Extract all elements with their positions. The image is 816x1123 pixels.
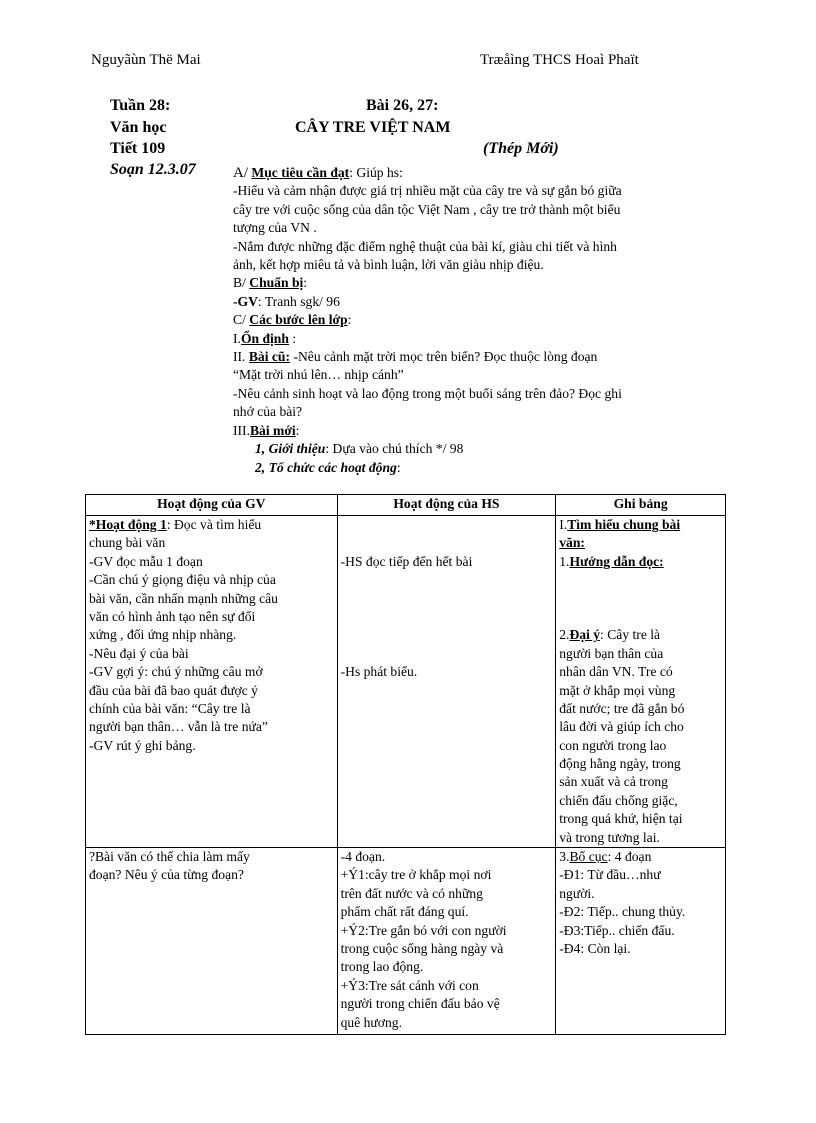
- step1-label: 1, Giới thiệu: [255, 441, 326, 457]
- gv-line: -GV rút ý ghi bảng.: [89, 737, 196, 753]
- activity-1-title: [89, 516, 334, 534]
- hs-line: [341, 516, 553, 534]
- prep-line: [233, 293, 713, 311]
- section-iii-label: III.: [233, 422, 250, 438]
- gv-line: đầu của bài đã bao quát được ý: [89, 682, 258, 698]
- section-i-heading: Ổn định: [240, 330, 289, 346]
- board-spacer: [559, 608, 722, 626]
- section-b-heading: Chuẩn bị: [249, 275, 304, 291]
- board-2-heading: Đại ý: [569, 627, 601, 643]
- step1-text: : Dựa vào chú thích */ 98: [325, 441, 464, 457]
- hs-cell: [337, 516, 556, 848]
- section-a-suffix: : Giúp hs:: [349, 165, 403, 180]
- board-section-1: [559, 553, 722, 571]
- hs-line: trong cuộc sống hàng ngày và: [340, 940, 504, 956]
- board-line: -Đ1: Từ đầu…như: [559, 867, 661, 883]
- step2-label: 2, Tổ chức các hoạt động: [255, 459, 397, 475]
- hs-line: +Ý1:cây tre ở khắp mọi nơi: [340, 867, 492, 883]
- board-line: chiến đấu chống giặc,: [559, 792, 678, 808]
- review-line: “Mặt trời nhú lên… nhịp cánh”: [233, 367, 404, 383]
- board-section-i: [559, 516, 722, 534]
- hs-line: phẩm chất rất đáng quí.: [340, 904, 469, 920]
- section-c-suffix: :: [347, 312, 352, 328]
- date-label: Soạn 12.3.07: [110, 161, 196, 178]
- objective-heading: [233, 164, 713, 182]
- board-2-label: 2.: [559, 627, 570, 643]
- gv-line: xứng , đối ứng nhịp nhàng.: [89, 627, 237, 643]
- hs-line: quê hương.: [340, 1014, 402, 1030]
- section-i-suffix: :: [292, 330, 297, 346]
- board-1-label: 1.: [559, 553, 570, 569]
- objective-line: -Hiểu và cảm nhận được giá trị nhiều mặt của cây tre và sự gắn bó giữa: [233, 183, 622, 199]
- board-line: sản xuất và cả trong: [559, 774, 668, 790]
- section-iii-heading: Bài mới: [249, 422, 296, 438]
- board-line: người.: [559, 885, 595, 901]
- board-3-suffix: : 4 đoạn: [607, 849, 652, 865]
- board-spacer: [559, 571, 722, 589]
- prep-gv-text: : Tranh sgk/ 96: [257, 293, 340, 309]
- hs-line: +Ý3:Tre sát cánh với con: [340, 977, 479, 993]
- table-row: [86, 516, 726, 848]
- activity-1-suffix: : Đọc và tìm hiểu: [166, 517, 262, 532]
- activity-table: [85, 494, 726, 1035]
- section-a-heading: Mục tiêu cần đạt: [251, 165, 350, 180]
- board-i-label: I.: [559, 517, 568, 532]
- section-ii-label: II.: [233, 349, 246, 365]
- objective-line: tượng của VN .: [233, 220, 317, 236]
- board-i-heading: Tìm hiểu chung bài: [567, 517, 681, 532]
- hs-line: [341, 626, 553, 644]
- hs-line: [341, 571, 553, 589]
- board-line: con người trong lao: [559, 737, 667, 753]
- gv-line: văn có hình ảnh tạo nên sự đối: [89, 608, 256, 624]
- board-2-suffix: : Cây tre là: [600, 627, 661, 643]
- hs-line: người trong chiến đấu bảo vệ: [340, 996, 500, 1012]
- subject-label: Văn học: [110, 119, 167, 136]
- objective-line: -Nắm được những đặc điểm nghệ thuật của bài kí, giàu chi tiết và hình: [233, 238, 617, 254]
- hs-line: trong lao động.: [340, 959, 424, 975]
- section-c-label: C/: [233, 312, 246, 328]
- objective-line: ảnh, kết hợp miêu tả và bình luận, lời văn giàu nhịp điệu.: [233, 257, 544, 273]
- section-iii-suffix: :: [295, 422, 300, 438]
- gv-cell: [86, 516, 338, 848]
- hs-line: trên đất nước và có những: [340, 885, 483, 901]
- gv-line: -GV đọc mẫu 1 đoạn: [89, 553, 203, 569]
- board-line: nhân dân VN. Tre có: [559, 664, 673, 680]
- hs-line: -HS đọc tiếp đến hết bài: [340, 553, 473, 569]
- section-a-label: A/: [233, 165, 248, 181]
- board-line: động hằng ngày, trong: [559, 756, 681, 772]
- header-hs: Hoạt động của HS: [337, 495, 556, 516]
- board-spacer: [559, 590, 722, 608]
- board-cell: [556, 848, 726, 1035]
- new-lesson-heading: [233, 422, 713, 440]
- intro-line: [233, 440, 713, 458]
- board-line: lâu đời và giúp ích cho: [559, 719, 684, 735]
- lesson-author: (Thép Mới): [483, 140, 559, 157]
- hs-line: -Hs phát biểu.: [340, 664, 418, 680]
- board-line: -Đ4: Còn lại.: [559, 940, 631, 956]
- section-b-label: B/: [233, 275, 246, 291]
- gv-line: -Nêu đại ý của bài: [89, 645, 189, 661]
- gv-line: -GV gợi ý: chú ý những câu mở: [89, 664, 263, 680]
- board-section-3: [559, 848, 722, 866]
- gv-line: -Cần chú ý giọng điệu và nhịp của: [89, 572, 276, 588]
- board-line: trong quá khứ, hiện tại: [559, 811, 683, 827]
- prep-gv-label: -GV: [233, 293, 258, 309]
- gv-line: bài văn, cần nhấn mạnh những câu: [89, 590, 278, 606]
- activities-line: [233, 459, 713, 477]
- table-row: [86, 848, 726, 1035]
- prep-heading: [233, 274, 713, 292]
- lesson-body: [233, 164, 713, 477]
- gv-line: ?Bài văn có thể chia làm mấy: [89, 849, 250, 865]
- lesson-number: Bài 26, 27:: [366, 97, 439, 114]
- hs-line: [341, 534, 553, 552]
- section-b-suffix: :: [303, 275, 308, 291]
- hs-line: [341, 608, 553, 626]
- gv-cell: [86, 848, 338, 1035]
- section-i-label: I.: [233, 330, 241, 346]
- hs-cell: [337, 848, 556, 1035]
- week-label: Tuần 28:: [110, 97, 171, 114]
- hs-line: [341, 590, 553, 608]
- activity-1-label: *Hoạt động 1: [89, 517, 167, 532]
- gv-line: đoạn? Nêu ý của từng đoạn?: [89, 867, 244, 883]
- review-line: -Nêu cảnh sinh hoạt và lao động trong một buổi sáng trên đảo? Đọc ghi: [233, 385, 622, 401]
- table-header-row: [86, 495, 726, 516]
- section-c-heading: Các bước lên lớp: [249, 312, 348, 328]
- step2-suffix: :: [396, 459, 401, 475]
- review-line: -Nêu cảnh mặt trời mọc trên biển? Đọc thuộc lòng đoạn: [293, 349, 598, 365]
- lesson-title: CÂY TRE VIỆT NAM: [295, 119, 451, 136]
- board-3-label: 3.: [559, 849, 570, 865]
- board-cell: [556, 516, 726, 848]
- hs-line: -4 đoạn.: [340, 849, 386, 865]
- steps-heading: [233, 311, 713, 329]
- board-3-heading: Bố cục: [569, 849, 608, 865]
- stabilize-heading: [233, 330, 713, 348]
- period-label: Tiết 109: [110, 140, 166, 157]
- section-ii-heading: Bài cũ:: [248, 349, 291, 365]
- objective-line: cây tre với cuộc sống của dân tộc Việt Nam , cây tre trở thành một biểu: [233, 201, 621, 217]
- review-line: nhớ của bài?: [233, 404, 303, 420]
- board-section-2: [559, 626, 722, 644]
- board-line: đất nước; tre đã gắn bó: [559, 700, 685, 716]
- header-gv: Hoạt động của GV: [86, 495, 338, 516]
- board-line: -Đ2: Tiếp.. chung thủy.: [559, 904, 686, 920]
- board-line: mặt ở khắp mọi vùng: [559, 682, 676, 698]
- teacher-name: Nguyãùn Thë Mai: [91, 52, 201, 68]
- gv-line: chung bài văn: [89, 535, 166, 551]
- header-board: Ghi bảng: [556, 495, 726, 516]
- gv-line: người bạn thân… vẫn là tre nứa”: [89, 719, 268, 735]
- board-i-heading-cont: văn:: [559, 535, 585, 551]
- hs-line: +Ý2:Tre gắn bó với con người: [340, 922, 507, 938]
- board-line: -Đ3:Tiếp.. chiến đấu.: [559, 922, 675, 938]
- gv-line: chính của bài văn: “Cây tre là: [89, 700, 251, 716]
- school-name: Træåìng THCS Hoaì Phaït: [480, 52, 639, 68]
- board-line: và trong tương lai.: [559, 829, 660, 845]
- hs-line: [341, 645, 553, 663]
- board-1-heading: Hướng dẫn đọc:: [569, 553, 664, 569]
- board-line: người bạn thân của: [559, 645, 664, 661]
- review-heading: [233, 348, 713, 366]
